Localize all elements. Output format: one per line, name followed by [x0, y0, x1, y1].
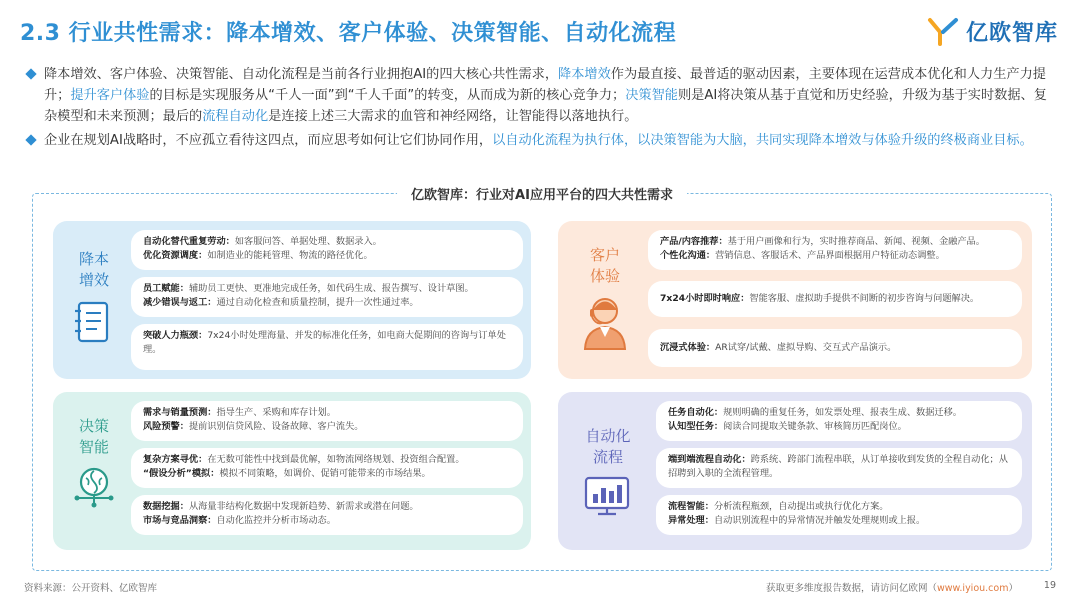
list-item: [131, 277, 523, 317]
panel-title-line: 客户: [589, 246, 620, 264]
item-value: 模拟不同策略，如调价、促销可能带来的市场结果。: [219, 468, 431, 479]
panel-title-line: 体验: [589, 267, 620, 285]
notebook-icon: [71, 299, 115, 349]
list-item: [656, 401, 1022, 441]
list-item: [131, 401, 523, 441]
list-item: [648, 230, 1022, 270]
item-key: 市场与竞品洞察：: [143, 515, 217, 526]
item-value: 分析流程瓶颈，自动提出或执行优化方案。: [713, 501, 889, 512]
panel-title-line: 智能: [78, 438, 109, 456]
footer-more: [766, 580, 1018, 594]
logo-text: 亿欧智库: [965, 20, 1058, 46]
list-item: [131, 230, 523, 270]
item-key: 沉浸式体验：: [660, 342, 716, 353]
bullet-text: 是连接上述三大需求的血管和神经网络，让智能得以落地执行。: [268, 109, 638, 124]
intro-bullets: [24, 64, 1060, 154]
highlight-text: 降本增效: [558, 67, 611, 82]
item-value: 从海量非结构化数据中发现新趋势、新需求或潜在问题。: [188, 501, 419, 512]
item-key: 风险预警：: [143, 421, 189, 432]
bullet-text: 作为最直接、最普适的驱动因素，主要体现在运营成本优化和人力生产力提升；: [44, 67, 1046, 103]
highlight-text: 决策智能: [625, 88, 678, 103]
item-value: 自动识别流程中的异常情况并触发处理规则或上报。: [713, 515, 926, 526]
highlight-text: 以自动化流程为执行体，以决策智能为大脑，共同实现降本增效与体验升级的终极商业目标。: [492, 133, 1033, 148]
item-value: 智能客服、虚拟助手提供不间断的初步咨询与问题解决。: [749, 293, 980, 304]
page-number: 19: [1043, 580, 1056, 591]
item-value: 辅助员工更快、更准地完成任务，如代码生成、报告撰写、设计草图。: [188, 283, 474, 294]
item-key: 需求与销量预测：: [143, 407, 217, 418]
source-note: 资料来源：公开资料、亿欧智库: [24, 583, 158, 594]
footer-more-end: ）: [1008, 583, 1018, 594]
item-value: 营销信息、客服话术、产品界面根据用户特征动态调整。: [715, 250, 945, 261]
bullet-text: 的目标是实现服务从“千人一面”到“千人千面”的转变，从而成为新的核心竞争力；: [149, 88, 626, 103]
panel-customer-experience: [558, 221, 1032, 379]
panel-title: [63, 416, 125, 458]
item-key: 认知型任务：: [668, 421, 724, 432]
list-item: [648, 329, 1022, 367]
item-value: 如制造业的能耗管理、物流的路径优化。: [207, 250, 373, 261]
list-item: [656, 448, 1022, 488]
list-item: [131, 495, 523, 535]
item-value: 跨系统、跨部门流程串联，从订单接收到发货的全程自动化；从招聘到入职的全流程管理。: [668, 454, 1008, 479]
panel-title-line: 流程: [592, 448, 623, 466]
item-key: 复杂方案寻优：: [143, 454, 208, 465]
bullet-text: 降本增效、客户体验、决策智能、自动化流程是当前各行业拥抱AI的四大核心共性需求，: [44, 67, 559, 82]
item-value: 在无数可能性中找到最优解，如物流网络规划、投资组合配置。: [207, 454, 465, 465]
item-key: 异常处理：: [668, 515, 714, 526]
frame-title: 亿欧智库：行业对AI应用平台的四大共性需求: [397, 184, 687, 203]
item-value: 自动化监控并分析市场动态。: [216, 515, 336, 526]
item-value: 规则明确的重复任务，如发票处理、报表生成、数据迁移。: [723, 407, 962, 418]
customer-service-icon: [580, 293, 630, 355]
panel-title: [574, 245, 636, 287]
item-key: 端到端流程自动化：: [668, 454, 751, 465]
panel-title-line: 决策: [78, 417, 109, 435]
dashboard-icon: [584, 476, 630, 520]
item-key: 任务自动化：: [668, 407, 724, 418]
needs-frame: [32, 188, 1052, 571]
panel-cost-efficiency: [53, 221, 531, 379]
list-item: [131, 448, 523, 488]
item-value: 阅读合同提取关键条款、审核简历匹配岗位。: [723, 421, 907, 432]
item-value: 基于用户画像和行为，实时推荐商品、新闻、视频、金融产品。: [727, 236, 985, 247]
item-key: 自动化替代重复劳动：: [143, 236, 235, 247]
item-key: 突破人力瓶颈：: [143, 330, 208, 341]
item-value: 7x24小时处理海量、并发的标准化任务，如电商大促期间的咨询与订单处理。: [143, 330, 506, 355]
bullet-1: [24, 64, 1060, 127]
highlight-text: 流程自动化: [202, 109, 269, 124]
item-value: 指导生产、采购和库存计划。: [216, 407, 336, 418]
item-value: 通过自动化检查和质量控制，提升一次性通过率。: [216, 297, 419, 308]
panel-title-line: 增效: [78, 271, 109, 289]
panel-title-line: 自动化: [585, 427, 631, 445]
item-value: 提前识别信贷风险、设备故障、客户流失。: [188, 421, 364, 432]
panel-title-line: 降本: [78, 250, 109, 268]
item-value: 如客服问答、单据处理、数据录入。: [234, 236, 382, 247]
footer-more-text: 获取更多维度报告数据，请访问亿欧网（: [765, 583, 937, 594]
footer-link[interactable]: www.iyiou.com: [936, 583, 1009, 594]
item-key: “假设分析”模拟：: [143, 468, 220, 479]
logo-mark-icon: [926, 14, 960, 48]
bullet-diamond-icon: [25, 68, 36, 79]
panel-decision-intelligence: [53, 392, 531, 550]
item-key: 产品/内容推荐：: [660, 236, 728, 247]
item-key: 流程智能：: [668, 501, 714, 512]
item-key: 数据挖掘：: [143, 501, 189, 512]
list-item: [656, 495, 1022, 535]
list-item: [131, 324, 523, 370]
item-key: 员工赋能：: [143, 283, 189, 294]
logo: [926, 14, 1058, 48]
panel-process-automation: [558, 392, 1032, 550]
page-title: 2.3 行业共性需求：降本增效、客户体验、决策智能、自动化流程: [20, 21, 677, 46]
highlight-text: 提升客户体验: [70, 88, 150, 103]
bullet-text: 企业在规划AI战略时，不应孤立看待这四点，而应思考如何让它们协同作用，: [44, 133, 493, 148]
bullet-text: 则是AI将决策从基于直觉和历史经验，升级为基于实时数据、复杂模型和未来预测；最后的: [44, 88, 1047, 124]
item-key: 7x24小时即时响应：: [660, 293, 750, 304]
panel-title: [63, 249, 125, 291]
bullet-2: [24, 130, 1060, 151]
list-item: [648, 281, 1022, 317]
brain-icon: [71, 462, 117, 512]
item-key: 优化资源调度：: [143, 250, 208, 261]
panel-title: [572, 426, 644, 468]
item-key: 个性化沟通：: [660, 250, 716, 261]
item-key: 减少错误与返工：: [143, 297, 217, 308]
bullet-diamond-icon: [25, 134, 36, 145]
item-value: AR试穿/试戴、虚拟导购、交互式产品演示。: [715, 342, 897, 353]
